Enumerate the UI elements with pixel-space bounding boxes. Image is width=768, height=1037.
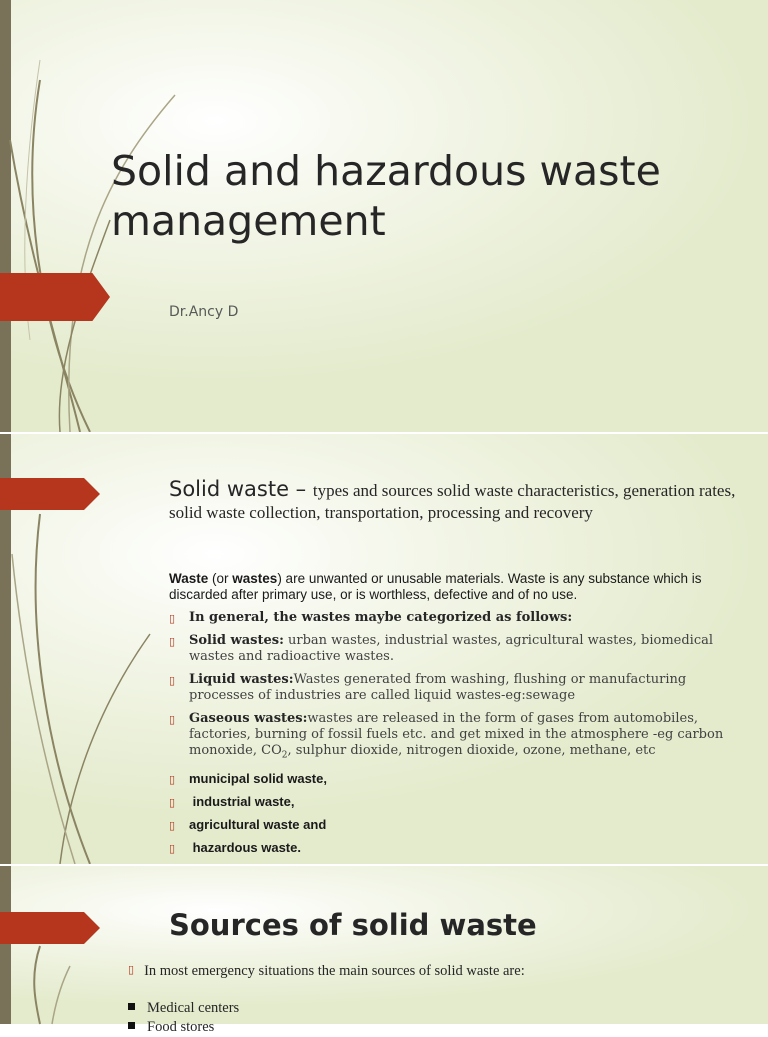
waste-type: industrial waste, [189, 793, 295, 809]
bullet-icon: ▯ [169, 841, 176, 855]
bullet-icon: ▯ [169, 635, 176, 648]
waste-category-list [169, 610, 729, 863]
bullet-icon: ▯ [169, 795, 176, 809]
sources-intro [128, 963, 525, 980]
subscript: 2 [281, 750, 288, 761]
list-item [169, 610, 729, 626]
item-text: urban wastes, industrial wastes, agricultural wastes, biomedical wastes and radioactive wastes. [189, 633, 714, 664]
item-text: wastes are released in the form of gases from automobiles, factories, burning of fossil fuels etc. and get mixed in the atmosphere -eg carbon monoxide, CO [189, 711, 724, 758]
author-name: Dr.Ancy D [169, 304, 239, 320]
list-item [128, 1018, 239, 1037]
slide-2 [0, 434, 768, 864]
list-item [169, 817, 729, 833]
waste-type: hazardous waste. [189, 839, 301, 855]
intro-text: (or [208, 571, 233, 586]
list-item [169, 794, 729, 810]
list-item [169, 672, 729, 704]
sources-list [128, 999, 239, 1037]
accent-arrow [0, 912, 100, 944]
bullet-icon: ▯ [169, 674, 176, 687]
source-label: Food stores [147, 1019, 215, 1035]
item-label: Liquid wastes: [189, 672, 294, 687]
waste-type: agricultural waste and [189, 816, 327, 832]
square-bullet-icon [128, 1022, 135, 1029]
list-item [169, 633, 729, 665]
intro-text: ) are unwanted or unusable materials. Waste is any substance which is discarded after primary use, or is worthless, defective and of no use. [169, 571, 702, 602]
list-item [169, 711, 729, 764]
presentation-title: Solid and hazardous waste management [111, 147, 661, 245]
heading-subtitle: types and sources solid waste characteristics, generation rates, solid waste collection, transportation, processing and recovery [169, 481, 736, 522]
bullet-icon: ▯ [169, 713, 176, 726]
list-item [128, 999, 239, 1018]
bullet-icon: ▯ [128, 963, 135, 976]
list-item [169, 840, 729, 856]
list-item [169, 771, 729, 787]
accent-arrow [0, 273, 110, 321]
bullet-icon: ▯ [169, 612, 176, 625]
accent-arrow [0, 478, 100, 510]
waste-type: municipal solid waste, [189, 770, 327, 786]
intro-term: wastes [232, 571, 278, 586]
waste-definition [169, 571, 729, 603]
item-text: Wastes generated from washing, flushing or manufacturing processes of industries are called liquid wastes-eg:sewage [189, 672, 687, 703]
bullet-icon: ▯ [169, 772, 176, 786]
slide-heading [169, 478, 739, 524]
item-label: Gaseous wastes: [189, 711, 308, 726]
intro-term: Waste [169, 571, 209, 586]
source-label: Medical centers [147, 1000, 240, 1016]
slide-3 [0, 866, 768, 1035]
square-bullet-icon [128, 1003, 135, 1010]
heading-main: Solid waste – [169, 477, 313, 501]
item-label: Solid wastes: [189, 633, 284, 648]
slide-title: Sources of solid waste [169, 908, 537, 942]
bullet-icon: ▯ [169, 818, 176, 832]
item-label: In general, the wastes maybe categorized as follows: [189, 610, 573, 625]
slide-1 [0, 0, 768, 432]
intro-text: In most emergency situations the main sources of solid waste are: [144, 963, 525, 979]
item-text: , sulphur dioxide, nitrogen dioxide, ozone, methane, etc [287, 743, 656, 758]
